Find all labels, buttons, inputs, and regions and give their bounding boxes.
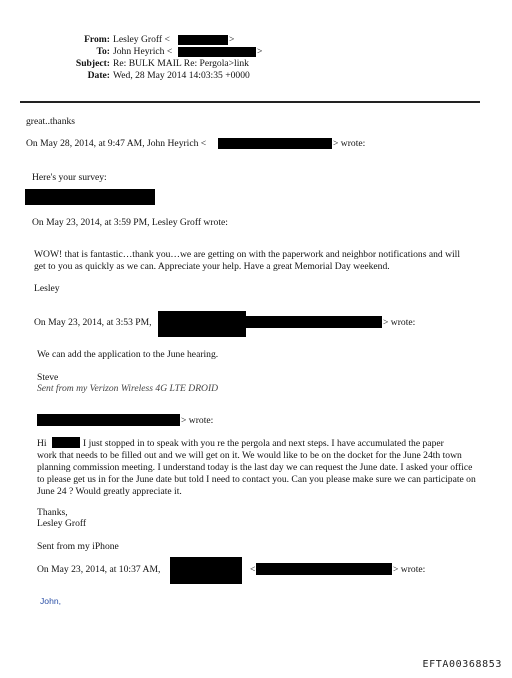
redaction bbox=[218, 138, 332, 149]
subject-value: Re: BULK MAIL Re: Pergola>link bbox=[113, 58, 249, 69]
quote-line-2: On May 23, 2014, at 3:59 PM, Lesley Groff wrote: bbox=[32, 217, 228, 228]
redaction bbox=[37, 414, 180, 426]
redaction bbox=[25, 189, 155, 205]
from-label: From: bbox=[84, 34, 110, 45]
date-label: Date: bbox=[87, 70, 110, 81]
june-hearing-text: We can add the application to the June hearing. bbox=[37, 349, 219, 360]
document-id: EFTA00368853 bbox=[422, 659, 502, 670]
header-divider bbox=[20, 101, 480, 103]
quote-line-3-suffix: > wrote: bbox=[383, 317, 416, 328]
signature-lesley-groff: Lesley Groff bbox=[37, 518, 87, 529]
quote-line-1: On May 28, 2014, at 9:47 AM, John Heyrich < bbox=[26, 138, 207, 149]
date-value: Wed, 28 May 2014 14:03:35 +0000 bbox=[113, 70, 250, 81]
signature-steve: Steve bbox=[37, 372, 59, 383]
reply-text: great..thanks bbox=[26, 116, 76, 127]
redaction bbox=[170, 557, 242, 584]
sent-from-iphone: Sent from my iPhone bbox=[37, 541, 119, 552]
quote-line-5: On May 23, 2014, at 10:37 AM, bbox=[37, 564, 161, 575]
closing-thanks: Thanks, bbox=[37, 507, 68, 518]
to-label: To: bbox=[96, 46, 110, 57]
redaction bbox=[178, 47, 256, 57]
redaction bbox=[158, 311, 246, 337]
quote-line-5-suffix: > wrote: bbox=[393, 564, 426, 575]
to-end: > bbox=[257, 46, 263, 57]
redaction bbox=[256, 563, 392, 575]
subject-label: Subject: bbox=[75, 58, 110, 69]
quote-line-5-mid: < bbox=[250, 564, 256, 575]
main-paragraph-first-line: I just stopped in to speak with you re the pergola and next steps. I have accumulated the paper bbox=[83, 438, 444, 449]
wow-paragraph: WOW! that is fantastic…thank you…we are getting on with the paperwork and neighbor notifications and will get to you as quickly as we can. Appreciate your help. Have a great Memorial Day weekend. bbox=[34, 249, 461, 272]
redaction bbox=[246, 316, 382, 328]
salutation-john: John, bbox=[40, 596, 62, 606]
signature-lesley: Lesley bbox=[34, 283, 60, 294]
quote-line-4-suffix: > wrote: bbox=[181, 415, 214, 426]
quote-line-3: On May 23, 2014, at 3:53 PM, bbox=[34, 317, 152, 328]
sent-from-verizon: Sent from my Verizon Wireless 4G LTE DROID bbox=[37, 383, 219, 394]
to-value: John Heyrich < bbox=[113, 46, 173, 57]
from-end: > bbox=[229, 34, 235, 45]
greeting-hi: Hi bbox=[37, 438, 47, 449]
quote-line-1-suffix: > wrote: bbox=[333, 138, 366, 149]
redaction bbox=[52, 437, 80, 448]
redaction bbox=[178, 35, 228, 45]
main-paragraph-rest: work that needs to be filled out and we will get on it. We would like to be on the docket for the June 24th town planning commission meeting. I understand today is the last day we can request the June date. I asked your office to please get us in for the June date but told I need to contact you. Can you please make sure we can participate on June 24 ? Would greatly appreciate it. bbox=[37, 450, 476, 497]
survey-text: Here's your survey: bbox=[32, 172, 107, 183]
from-value: Lesley Groff < bbox=[113, 34, 170, 45]
